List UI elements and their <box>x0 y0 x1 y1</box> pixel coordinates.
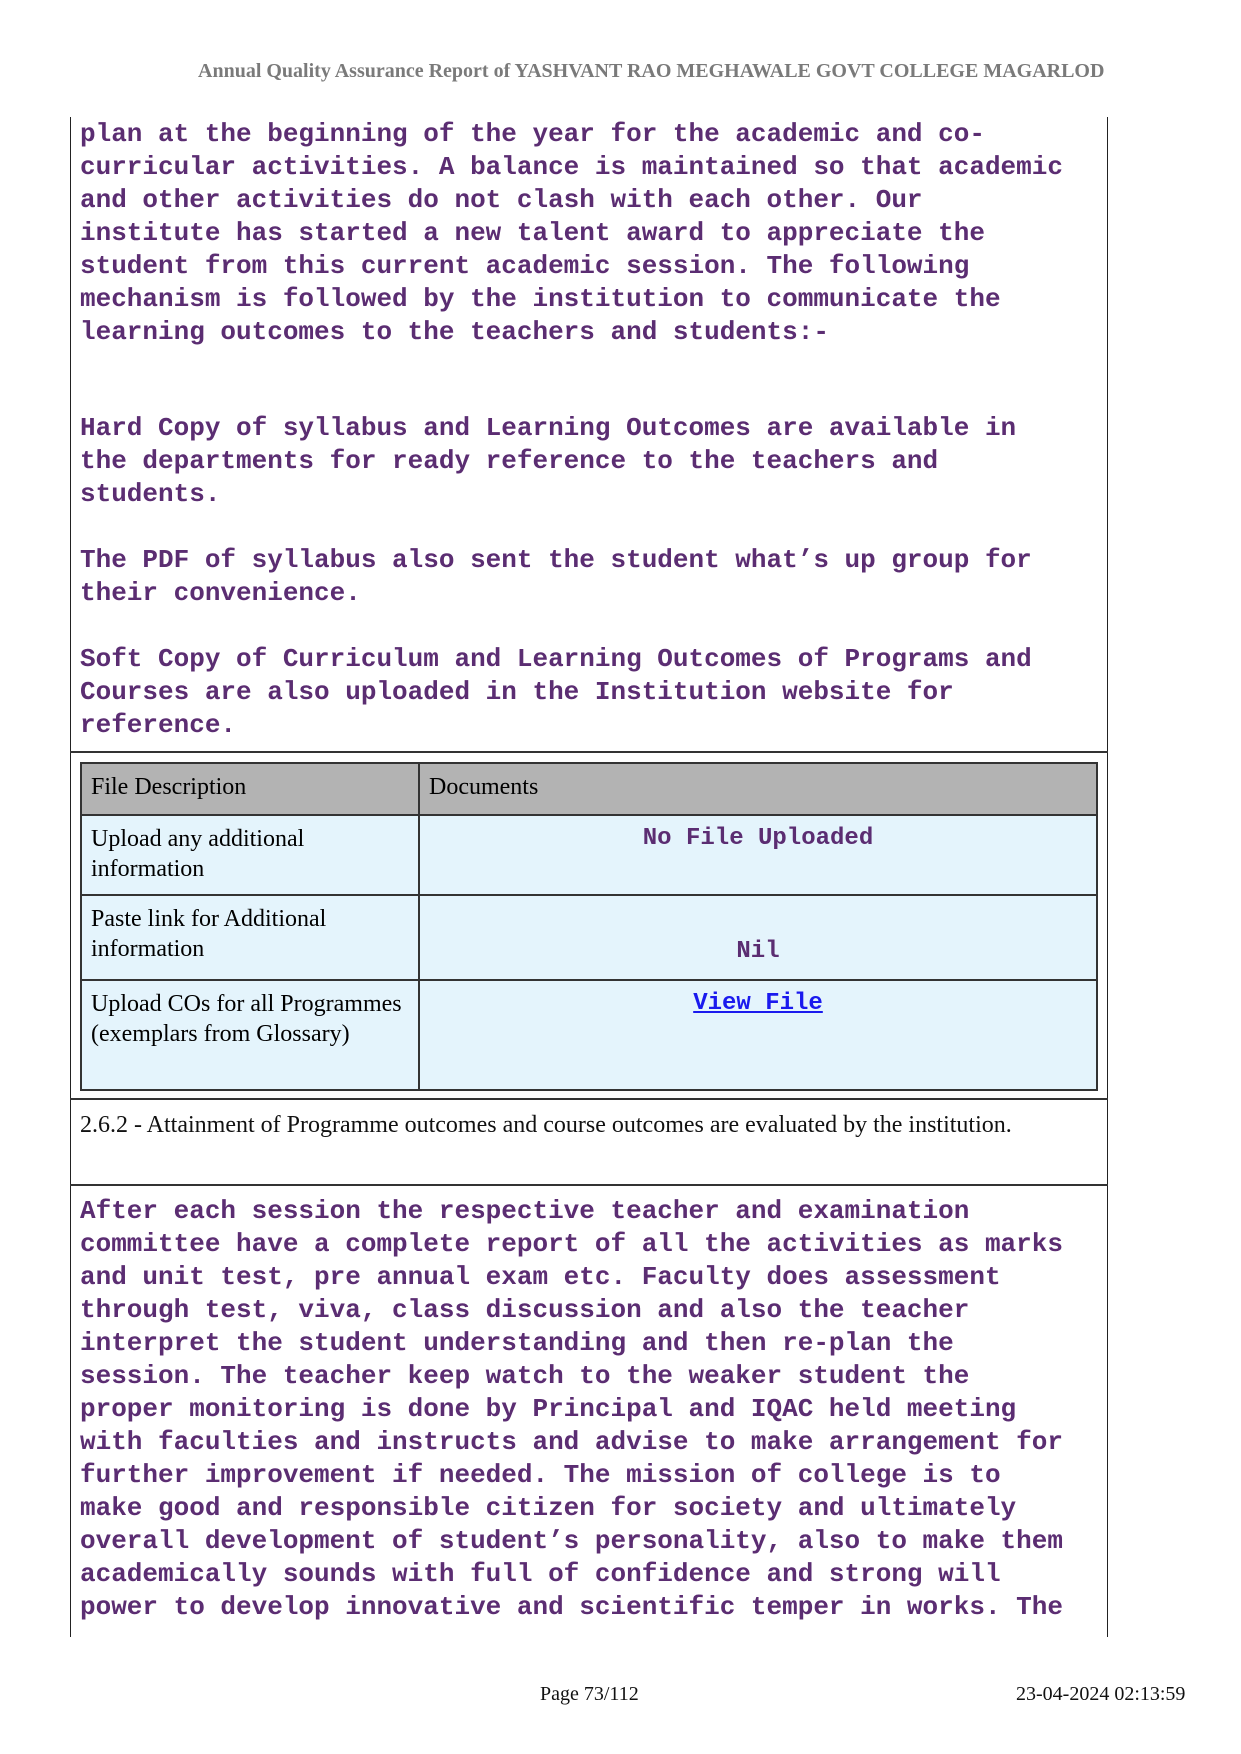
text-line: session. The teacher keep watch to the weaker student the <box>80 1361 970 1391</box>
divider <box>70 1184 1108 1186</box>
row-description: Upload any additional information <box>81 815 419 895</box>
table-row <box>81 895 1097 980</box>
text-line: through test, viva, class discussion and also the teacher <box>80 1295 970 1325</box>
text-line: make good and responsible citizen for society and ultimately <box>80 1493 1017 1523</box>
text-line: with faculties and instructs and advise to make arrangement for <box>80 1427 1063 1457</box>
text-line: Hard Copy of syllabus and Learning Outcomes are available in <box>80 413 1017 443</box>
page-number: Page 73/112 <box>540 1683 639 1705</box>
text-line: The PDF of syllabus also sent the student what’s up group for <box>80 545 1032 575</box>
text-line: Courses are also uploaded in the Institution website for <box>80 677 954 707</box>
row-document-status: No File Uploaded <box>419 815 1097 895</box>
text-line: their convenience. <box>80 578 361 608</box>
row-description: Upload COs for all Programmes (exemplars from Glossary) <box>81 980 419 1090</box>
text-line: further improvement if needed. The mission of college is to <box>80 1460 1001 1490</box>
text-line: the departments for ready reference to the teachers and <box>80 446 939 476</box>
text-line: plan at the beginning of the year for the academic and co- <box>80 119 985 149</box>
text-line: and other activities do not clash with each other. Our <box>80 185 923 215</box>
text-line: Soft Copy of Curriculum and Learning Outcomes of Programs and <box>80 644 1032 674</box>
text-line: students. <box>80 479 221 509</box>
text-line: curricular activities. A balance is maintained so that academic <box>80 152 1063 182</box>
text-line: overall development of student’s personality, also to make them <box>80 1526 1063 1556</box>
text-line: institute has started a new talent award to appreciate the <box>80 218 985 248</box>
box-right-border <box>1107 117 1108 1637</box>
text-line: power to develop innovative and scientific temper in works. The <box>80 1592 1063 1622</box>
text-line: After each session the respective teacher and examination <box>80 1196 970 1226</box>
response-paragraph <box>80 544 1032 610</box>
response-paragraph <box>80 412 1016 511</box>
divider <box>70 751 1108 753</box>
table-row <box>81 815 1097 895</box>
header-documents: Documents <box>419 763 1097 815</box>
text-line: and unit test, pre annual exam etc. Faculty does assessment <box>80 1262 1001 1292</box>
text-line: academically sounds with full of confidence and strong will <box>80 1559 1001 1589</box>
response-paragraph <box>80 118 1063 349</box>
text-line: learning outcomes to the teachers and students:- <box>80 317 829 347</box>
timestamp: 23-04-2024 02:13:59 <box>1016 1683 1186 1705</box>
view-file-link[interactable]: View File <box>693 990 823 1017</box>
text-line: reference. <box>80 710 237 740</box>
row-description: Paste link for Additional information <box>81 895 419 980</box>
table-row <box>81 980 1097 1090</box>
text-line: mechanism is followed by the institution to communicate the <box>80 284 1001 314</box>
header-file-description: File Description <box>81 763 419 815</box>
question-2-6-2: 2.6.2 - Attainment of Programme outcomes and course outcomes are evaluated by the institution. <box>80 1112 1012 1138</box>
report-header: Annual Quality Assurance Report of YASHVANT RAO MEGHAWALE GOVT COLLEGE MAGARLOD <box>198 60 1105 82</box>
file-table <box>80 762 1098 1091</box>
text-line: committee have a complete report of all the activities as marks <box>80 1229 1063 1259</box>
row-document-link: Nil <box>419 895 1097 980</box>
table-header-row <box>81 763 1097 815</box>
text-line: proper monitoring is done by Principal and IQAC held meeting <box>80 1394 1017 1424</box>
text-line: student from this current academic session. The following <box>80 251 970 281</box>
response-2-text <box>80 1195 1063 1624</box>
divider <box>70 1098 1108 1100</box>
response-paragraph <box>80 643 1032 742</box>
box-left-border <box>70 117 71 1637</box>
text-line: interpret the student understanding and then re-plan the <box>80 1328 954 1358</box>
